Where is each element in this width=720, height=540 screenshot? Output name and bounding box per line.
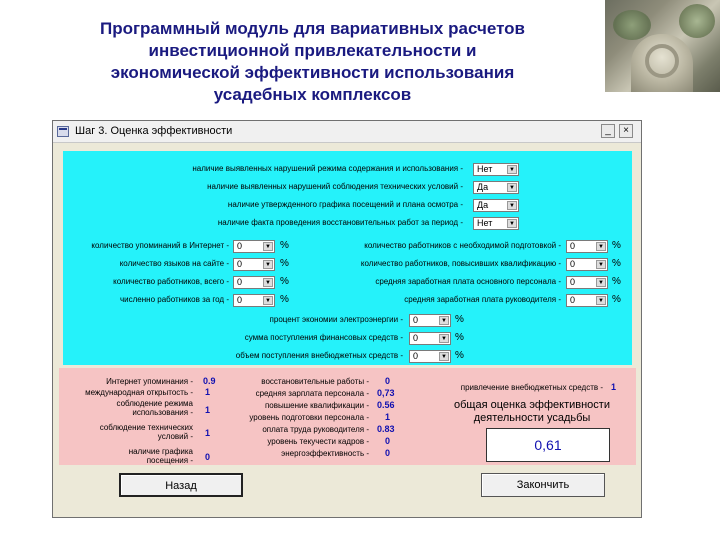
percent-unit: % [280,276,289,287]
overall-score-value: 0,61 [534,437,562,453]
select-value: Да [477,182,489,192]
sculpture-ornament [645,44,679,78]
percent-unit: % [612,240,621,251]
overall-score-title-line: общая оценка эффективности [454,399,610,411]
chevron-down-icon[interactable]: ▼ [596,278,606,287]
result-label: уровень подготовки персонала - [249,413,369,422]
select-value: Нет [477,164,493,174]
chevron-down-icon[interactable]: ▼ [439,352,449,361]
financial-inflow-select[interactable] [409,332,451,345]
chevron-down-icon[interactable]: ▼ [507,219,517,228]
result-value: 1 [205,387,211,397]
overall-score-title [427,399,637,425]
visit-schedule-select[interactable] [473,199,519,212]
result-label: международная открытость - [85,388,193,397]
extrabudget-inflow-select[interactable] [409,350,451,363]
result-value: 1 [205,428,211,438]
overall-score-title-line: деятельности усадьбы [473,412,591,424]
window-title: Шаг 3. Оценка эффективности [75,125,233,137]
yesno-label: наличие утвержденного графика посещений и плана осмотра - [227,200,463,209]
back-button[interactable]: Назад [119,473,243,497]
close-button[interactable]: × [619,124,633,138]
percent-unit: % [280,258,289,269]
percent-unit: % [280,240,289,251]
select-value: 0 [237,259,243,269]
chevron-down-icon[interactable]: ▼ [596,296,606,305]
percent-unit: % [612,276,621,287]
result-label: уровень текучести кадров - [267,437,369,446]
metric-label: средняя заработная плата основного персонала - [375,277,561,286]
metric-label: средняя заработная плата руководителя - [404,295,561,304]
qualified-staff-select[interactable] [566,258,608,271]
manager-salary-select[interactable] [566,294,608,307]
result-value: 0 [385,376,391,386]
percent-unit: % [612,258,621,269]
metric-label: сумма поступления финансовых средств - [244,333,403,342]
result-label: соблюдение режима [116,399,193,408]
slide-title-line: инвестиционной привлекательности и [148,41,477,60]
select-value: Нет [477,218,493,228]
foliage [679,4,715,38]
restoration-works-select[interactable] [473,217,519,230]
metric-label: численно работников за год - [120,295,229,304]
result-value: 0,73 [377,388,395,398]
result-label: посещения - [146,456,193,465]
select-value: 0 [237,277,243,287]
metric-label: количество упоминаний в Интернет - [91,241,229,250]
select-value: 0 [413,315,419,325]
result-label: соблюдение технических [99,423,193,432]
result-value: 1 [385,412,391,422]
select-value: 0 [570,295,576,305]
evaluation-window [52,120,642,518]
result-label: восстановительные работы - [261,377,369,386]
select-value: 0 [570,259,576,269]
internet-mentions-select[interactable] [233,240,275,253]
result-value: 0.9 [203,376,216,386]
slide-title [30,18,595,106]
site-languages-select[interactable] [233,258,275,271]
select-value: 0 [570,241,576,251]
result-value: 0.56 [377,400,395,410]
result-value: 0 [385,436,391,446]
select-value: 0 [413,351,419,361]
trained-staff-select[interactable] [566,240,608,253]
staff-salary-select[interactable] [566,276,608,289]
result-label: условий - [157,432,193,441]
percent-unit: % [455,332,464,343]
chevron-down-icon[interactable]: ▼ [439,334,449,343]
violation-regime-select[interactable] [473,163,519,176]
percent-unit: % [280,294,289,305]
foliage [613,10,651,40]
app-icon [57,126,69,137]
result-label: энергоэффективность - [281,449,369,458]
percent-unit: % [455,350,464,361]
percent-unit: % [612,294,621,305]
select-value: 0 [570,277,576,287]
chevron-down-icon[interactable]: ▼ [507,201,517,210]
result-label: оплата труда руководителя - [262,425,369,434]
result-label: повышение квалификации - [264,401,369,410]
window-titlebar[interactable] [53,121,641,143]
violation-technical-select[interactable] [473,181,519,194]
result-value: 0.83 [377,424,395,434]
metric-label: количество языков на сайте - [119,259,229,268]
select-value: 0 [237,295,243,305]
chevron-down-icon[interactable]: ▼ [263,242,273,251]
chevron-down-icon[interactable]: ▼ [263,296,273,305]
select-value: 0 [413,333,419,343]
percent-unit: % [455,314,464,325]
result-value: 1 [205,405,211,415]
finish-button[interactable]: Закончить [481,473,605,497]
estate-photo [605,0,720,92]
result-label: средняя зарплата персонала - [255,389,369,398]
chevron-down-icon[interactable]: ▼ [596,260,606,269]
yesno-label: наличие выявленных нарушений соблюдения технических условий - [207,182,463,191]
metric-label: процент экономии электроэнергии - [269,315,403,324]
chevron-down-icon[interactable]: ▼ [507,183,517,192]
metric-label: количество работников с необходимой подготовкой - [364,241,561,250]
chevron-down-icon[interactable]: ▼ [263,260,273,269]
select-value: 0 [237,241,243,251]
slide-title-line: усадебных комплексов [213,85,412,104]
chevron-down-icon[interactable]: ▼ [263,278,273,287]
metric-label: количество работников, повысивших квалификацию - [360,259,561,268]
result-value: 1 [611,382,617,392]
slide-title-line: экономической эффективности использования [110,63,515,82]
slide-title-line: Программный модуль для вариативных расчетов [99,19,526,38]
chevron-down-icon[interactable]: ▼ [596,242,606,251]
overall-score-box [486,428,610,462]
energy-saving-select[interactable] [409,314,451,327]
result-label: использования - [132,408,193,417]
staff-per-year-select[interactable] [233,294,275,307]
result-value: 0 [205,452,211,462]
select-value: Да [477,200,489,210]
chevron-down-icon[interactable]: ▼ [507,165,517,174]
metric-label: объем поступления внебюджетных средств - [235,351,403,360]
result-label: привлечение внебюджетных средств - [460,383,603,392]
yesno-label: наличие выявленных нарушений режима содержания и использования - [192,164,463,173]
result-label: Интернет упоминания - [106,377,193,386]
total-staff-select[interactable] [233,276,275,289]
result-label: наличие графика [128,447,193,456]
chevron-down-icon[interactable]: ▼ [439,316,449,325]
result-value: 0 [385,448,391,458]
yesno-label: наличие факта проведения восстановительных работ за период - [217,218,463,227]
metric-label: количество работников, всего - [113,277,229,286]
minimize-button[interactable]: _ [601,124,615,138]
